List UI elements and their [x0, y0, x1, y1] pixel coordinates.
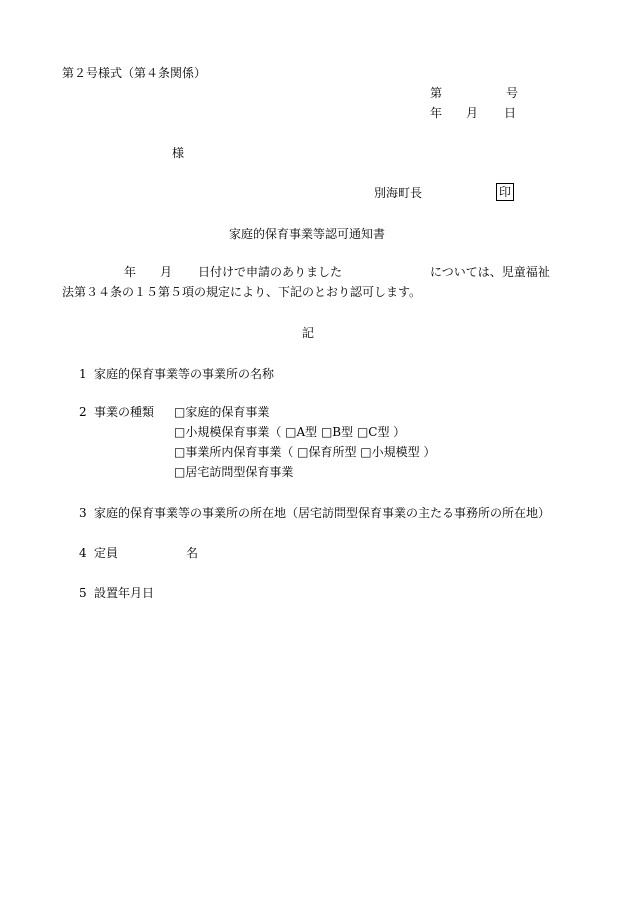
date-month: 月 [466, 106, 479, 120]
body-year: 年 [124, 265, 137, 279]
ki-label: 記 [302, 326, 315, 340]
item2-option-kyotaku: □居宅訪問型保育事業 [174, 465, 294, 479]
item3-number: 3 [79, 506, 87, 520]
item5-label: 設置年月日 [94, 586, 155, 600]
item1-label: 家庭的保育事業等の事業所の名称 [94, 367, 275, 381]
date-year: 年 [430, 106, 443, 120]
item4-number: 4 [79, 546, 87, 560]
body-date-text: 日付けで申請のありました [198, 265, 343, 279]
item5-number: 5 [79, 586, 87, 600]
document-number-dai: 第 [430, 86, 443, 100]
seal-box: 印 [496, 183, 514, 201]
body-line2: 法第３４条の１５第５項の規定により、下記のとおり認可します。 [62, 285, 422, 299]
date-day: 日 [504, 106, 517, 120]
document-title: 家庭的保育事業等認可通知書 [229, 227, 386, 241]
item3-label: 家庭的保育事業等の事業所の所在地（居宅訪問型保育事業の主たる事務所の所在地） [94, 506, 551, 520]
item1-number: 1 [79, 367, 87, 381]
body-line1-end: については、児童福祉 [430, 265, 550, 279]
item2-option-kateiteki: □家庭的保育事業 [174, 405, 270, 419]
item2-option-shokibo: □小規模保育事業（ □A型 □B型 □C型 ） [174, 425, 406, 439]
item4-label: 定員 [94, 546, 119, 560]
body-month: 月 [160, 265, 173, 279]
item2-option-jigyoshonai: □事業所内保育事業（ □保育所型 □小規模型 ） [174, 445, 436, 459]
issuer-name: 別海町長 [374, 186, 423, 200]
item4-unit: 名 [186, 546, 199, 560]
addressee-sama: 様 [172, 146, 185, 160]
item2-number: 2 [79, 405, 87, 419]
document-number-go: 号 [506, 86, 519, 100]
item2-label: 事業の種類 [94, 405, 155, 419]
form-number-label: 第２号様式（第４条関係） [62, 66, 207, 80]
